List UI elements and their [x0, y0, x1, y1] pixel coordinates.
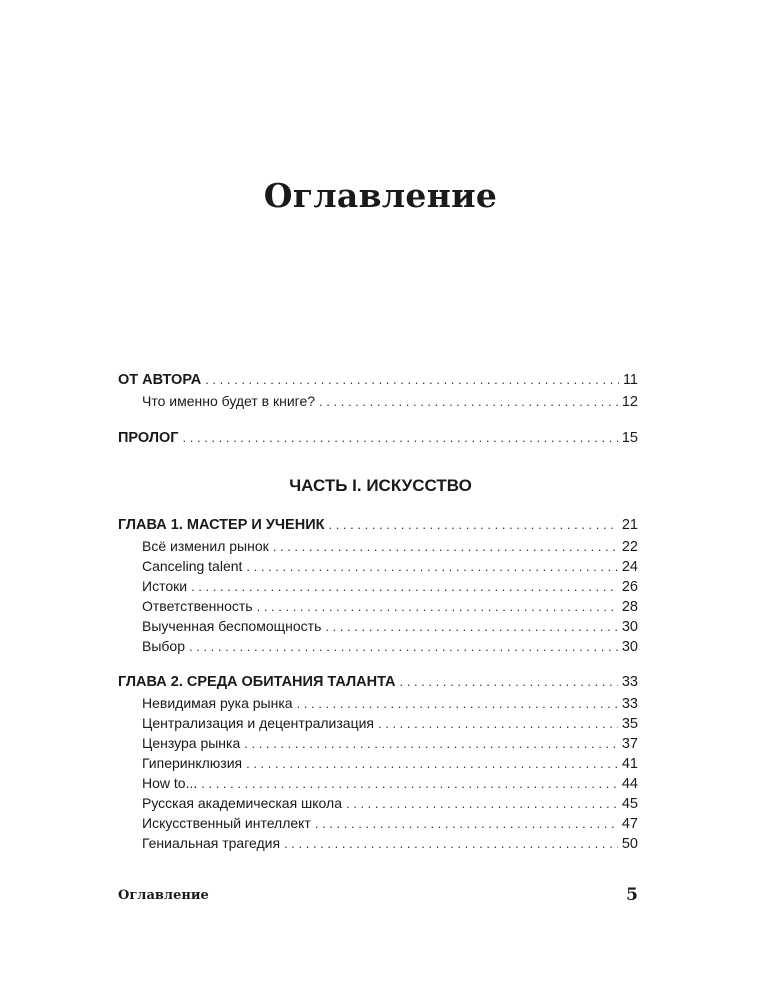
toc-label: ОТ АВТОРА: [118, 372, 202, 388]
toc-entry-ch1-item[interactable]: [142, 536, 638, 557]
toc-label: Невидимая рука рынка: [142, 695, 293, 711]
toc-page-number: 12: [621, 394, 638, 410]
toc-entry-ot-avtora[interactable]: [118, 370, 638, 390]
leader-dots: [244, 734, 618, 754]
toc-label: ГЛАВА 2. СРЕДА ОБИТАНИЯ ТАЛАНТА: [118, 674, 396, 690]
leader-dots: [400, 672, 618, 692]
toc-page-number: 37: [621, 736, 638, 752]
toc-entry-ch2-item[interactable]: [142, 773, 638, 794]
toc-label: Выбор: [142, 638, 185, 654]
toc-page-number: 44: [621, 776, 638, 792]
toc-page-number: 24: [621, 559, 638, 575]
toc-entry-chapter-1[interactable]: [118, 515, 638, 535]
leader-dots: [191, 577, 618, 597]
toc-page-number: 33: [621, 674, 638, 690]
toc-label: ПРОЛОГ: [118, 430, 179, 446]
part-heading: ЧАСТЬ I. ИСКУССТВО: [289, 476, 472, 495]
toc-label: Что именно будет в книге?: [142, 393, 316, 409]
toc-label: Ответственность: [142, 598, 253, 614]
toc-page-number: 28: [621, 599, 638, 615]
toc-entry-ch1-item[interactable]: [142, 556, 638, 577]
folio-page-number: 5: [626, 885, 638, 905]
toc-page-number: 41: [621, 756, 638, 772]
toc-entry-prolog[interactable]: [118, 428, 638, 448]
leader-dots: [273, 537, 618, 557]
toc-label: Искусственный интеллект: [142, 815, 311, 831]
toc-entry-ch2-item[interactable]: [142, 753, 638, 774]
toc-entry-ch2-item[interactable]: [142, 813, 638, 834]
leader-dots: [189, 637, 618, 657]
toc-page-number: 22: [621, 539, 638, 555]
toc-label: Canceling talent: [142, 558, 243, 574]
toc-entry-ch2-item[interactable]: [142, 793, 638, 814]
toc-page-number: 26: [621, 579, 638, 595]
toc-page-number: 30: [621, 639, 638, 655]
toc-entry-ch2-item[interactable]: [142, 713, 638, 734]
toc-label: Выученная беспомощность: [142, 618, 322, 634]
leader-dots: [346, 794, 618, 814]
leader-dots: [201, 774, 618, 794]
toc-label: How to...: [142, 775, 198, 791]
toc-page-number: 45: [621, 796, 638, 812]
toc-page-number: 30: [621, 619, 638, 635]
toc-entry-ch1-item[interactable]: [142, 636, 638, 657]
page-title: Оглавление: [263, 176, 498, 215]
leader-dots: [205, 370, 619, 390]
toc-page-number: 21: [621, 517, 638, 533]
leader-dots: [284, 834, 618, 854]
toc-label: Всё изменил рынок: [142, 538, 269, 554]
toc-page-number: 50: [621, 836, 638, 852]
leader-dots: [297, 694, 618, 714]
toc-label: Русская академическая школа: [142, 795, 342, 811]
leader-dots: [257, 597, 618, 617]
toc-entry-ch1-item[interactable]: [142, 596, 638, 617]
toc-page-number: 33: [621, 696, 638, 712]
toc-entry-ch2-item[interactable]: [142, 693, 638, 714]
toc-entry-chto-imenno[interactable]: [142, 391, 638, 412]
leader-dots: [315, 814, 618, 834]
toc-entry-ch1-item[interactable]: [142, 616, 638, 637]
toc-entry-chapter-2[interactable]: [118, 672, 638, 692]
toc-label: Гениальная трагедия: [142, 835, 281, 851]
toc-entry-ch1-item[interactable]: [142, 576, 638, 597]
toc-page-number: 11: [622, 372, 638, 388]
toc-page-number: 15: [621, 430, 638, 446]
leader-dots: [328, 515, 617, 535]
running-footer-title: Оглавление: [118, 888, 209, 903]
toc-label: Централизация и децентрализация: [142, 715, 375, 731]
leader-dots: [183, 428, 618, 448]
toc-label: Гиперинклюзия: [142, 755, 243, 771]
toc-page-number: 35: [621, 716, 638, 732]
toc-label: Истоки: [142, 578, 188, 594]
toc-page-number: 47: [621, 816, 638, 832]
leader-dots: [246, 557, 617, 577]
leader-dots: [319, 392, 618, 412]
leader-dots: [325, 617, 617, 637]
leader-dots: [378, 714, 618, 734]
toc-entry-ch2-item[interactable]: [142, 733, 638, 754]
toc-label: ГЛАВА 1. МАСТЕР И УЧЕНИК: [118, 517, 325, 533]
leader-dots: [246, 754, 618, 774]
toc-label: Цензура рынка: [142, 735, 241, 751]
toc-entry-ch2-item[interactable]: [142, 833, 638, 854]
